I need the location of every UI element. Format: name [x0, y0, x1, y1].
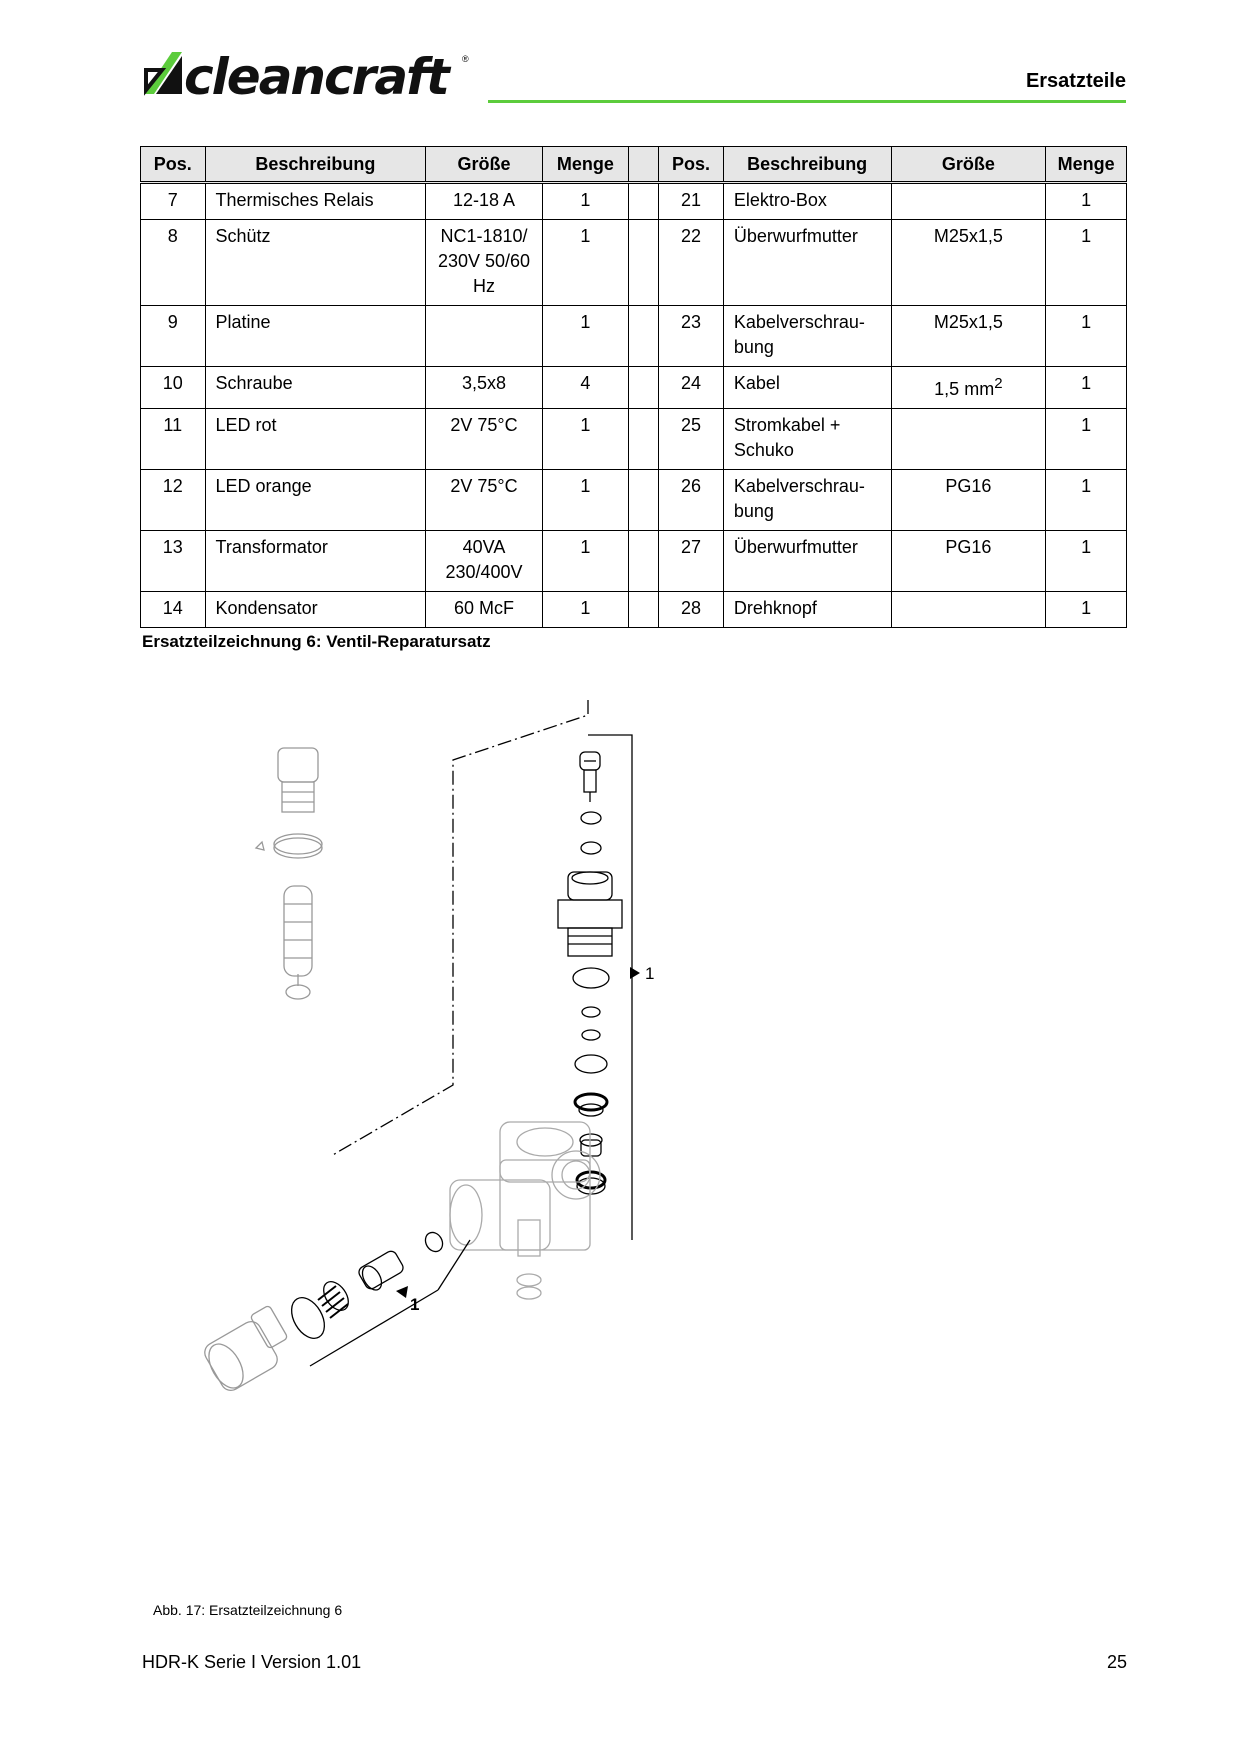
- spring-part: [318, 1277, 353, 1318]
- col-header-pos: Pos.: [141, 147, 206, 183]
- table-row: [141, 220, 1127, 306]
- col-header-description: Beschreibung: [723, 147, 891, 183]
- cell-size: M25x1,5: [891, 306, 1046, 367]
- col-header-size: Größe: [426, 147, 542, 183]
- size-value: 1,5 mm: [934, 379, 995, 399]
- cell-quantity: 1: [1046, 306, 1127, 367]
- cell-size: [426, 306, 542, 367]
- o-ring-small: [582, 1030, 600, 1040]
- figure-caption: Abb. 17: Ersatzteilzeichnung 6: [153, 1602, 343, 1618]
- cell-pos: 7: [141, 183, 206, 220]
- cell-pos: 13: [141, 531, 206, 592]
- cap-nut-assembly: [256, 748, 322, 999]
- column-gap: [629, 306, 659, 367]
- o-ring-large: [285, 1292, 331, 1344]
- cell-description: Thermisches Relais: [205, 183, 426, 220]
- cell-description: Überwurfmutter: [723, 531, 891, 592]
- col-header-quantity: Menge: [1046, 147, 1127, 183]
- logo-mark-icon: [142, 50, 184, 96]
- cell-size: 2V 75°C: [426, 470, 542, 531]
- cell-size: [891, 592, 1046, 628]
- cell-description: Kabel: [723, 367, 891, 409]
- valve-body-housing: [450, 1122, 600, 1299]
- cell-pos: 11: [141, 409, 206, 470]
- column-gap: [629, 592, 659, 628]
- o-ring-small: [581, 812, 601, 824]
- cell-quantity: 1: [1046, 183, 1127, 220]
- table-row: [141, 592, 1127, 628]
- cell-pos: 26: [659, 470, 724, 531]
- callout-arrow-icon: [630, 967, 640, 979]
- column-gap: [629, 220, 659, 306]
- cell-pos: 24: [659, 367, 724, 409]
- valve-insert-part: [575, 1094, 607, 1116]
- callout-label-lower: 1: [410, 1295, 420, 1314]
- cell-pos: 12: [141, 470, 206, 531]
- cell-quantity: 1: [1046, 409, 1127, 470]
- cell-description: Transformator: [205, 531, 426, 592]
- cell-size: PG16: [891, 531, 1046, 592]
- cell-size: M25x1,5: [891, 220, 1046, 306]
- cell-quantity: 1: [1046, 220, 1127, 306]
- cell-quantity: 1: [542, 531, 628, 592]
- table-row: [141, 531, 1127, 592]
- table-row: [141, 183, 1127, 220]
- cell-description: Überwurfmutter: [723, 220, 891, 306]
- cell-quantity: 1: [542, 592, 628, 628]
- cell-description: Elektro-Box: [723, 183, 891, 220]
- brand-logo: [142, 50, 492, 108]
- table-header-row: [141, 147, 1127, 183]
- cell-pos: 28: [659, 592, 724, 628]
- cell-size: 3,5x8: [426, 367, 542, 409]
- cell-pos: 27: [659, 531, 724, 592]
- cell-size: 60 McF: [426, 592, 542, 628]
- cell-quantity: 1: [542, 220, 628, 306]
- cell-quantity: 1: [1046, 470, 1127, 531]
- cell-pos: 23: [659, 306, 724, 367]
- table-row: [141, 306, 1127, 367]
- column-gap: [629, 470, 659, 531]
- cell-description: LED rot: [205, 409, 426, 470]
- table-row: [141, 367, 1127, 409]
- callout-label-upper: 1: [645, 964, 655, 983]
- assembly-dashdot-line: [331, 700, 588, 1156]
- logo-text: cleancraft: [184, 48, 448, 106]
- col-header-size: Größe: [891, 147, 1046, 183]
- cell-description: Stromkabel + Schuko: [723, 409, 891, 470]
- valve-seat-housing-part: [558, 872, 622, 956]
- cell-description: Schraube: [205, 367, 426, 409]
- cell-description: Kabelverschrau- bung: [723, 306, 891, 367]
- cell-size: [891, 183, 1046, 220]
- cell-description: Schütz: [205, 220, 426, 306]
- cell-size: 12-18 A: [426, 183, 542, 220]
- cell-pos: 10: [141, 367, 206, 409]
- cell-pos: 25: [659, 409, 724, 470]
- cell-description: LED orange: [205, 470, 426, 531]
- seal-ring-part: [577, 1172, 605, 1194]
- cell-quantity: 4: [542, 367, 628, 409]
- cell-size: 40VA 230/400V: [426, 531, 542, 592]
- cell-quantity: 1: [542, 183, 628, 220]
- o-ring-large: [573, 968, 609, 988]
- cell-quantity: 1: [1046, 367, 1127, 409]
- logo-registered-mark: ®: [462, 54, 469, 64]
- column-gap: [629, 183, 659, 220]
- valve-piston-part: [357, 1249, 405, 1293]
- valve-repair-kit-drawing: [200, 690, 740, 1550]
- col-header-quantity: Menge: [542, 147, 628, 183]
- valve-screw-part: [580, 752, 600, 802]
- cell-size: NC1-1810/ 230V 50/60 Hz: [426, 220, 542, 306]
- footer-document-title: HDR-K Serie I Version 1.01: [142, 1652, 362, 1672]
- column-gap: [629, 531, 659, 592]
- cell-pos: 9: [141, 306, 206, 367]
- cell-size: [891, 409, 1046, 470]
- parts-table: [140, 146, 1127, 628]
- connector-nut-part: [201, 1305, 288, 1394]
- o-ring-small: [582, 1007, 600, 1017]
- table-row: [141, 470, 1127, 531]
- cell-description: Kabelverschrau- bung: [723, 470, 891, 531]
- cell-size: 2V 75°C: [426, 409, 542, 470]
- header-divider: [488, 100, 1126, 103]
- cell-pos: 22: [659, 220, 724, 306]
- cell-quantity: 1: [542, 409, 628, 470]
- cell-quantity: 1: [1046, 592, 1127, 628]
- size-superscript: 2: [994, 375, 1003, 392]
- col-header-pos: Pos.: [659, 147, 724, 183]
- cell-pos: 8: [141, 220, 206, 306]
- callout-arrow-icon: [396, 1286, 408, 1298]
- cell-size: [891, 367, 1046, 409]
- cell-description: Kondensator: [205, 592, 426, 628]
- cell-size: PG16: [891, 470, 1046, 531]
- section-title: Ersatzteile: [1025, 70, 1126, 92]
- cell-quantity: 1: [1046, 531, 1127, 592]
- cell-quantity: 1: [542, 306, 628, 367]
- page-number: 25: [1106, 1652, 1127, 1672]
- column-gap: [629, 147, 659, 183]
- column-gap: [629, 367, 659, 409]
- o-ring-medium: [575, 1055, 607, 1073]
- col-header-description: Beschreibung: [205, 147, 426, 183]
- cell-quantity: 1: [542, 470, 628, 531]
- o-ring-small: [581, 842, 601, 854]
- cell-pos: 14: [141, 592, 206, 628]
- table-row: [141, 409, 1127, 470]
- cell-description: Platine: [205, 306, 426, 367]
- drawing-heading: Ersatzteilzeichnung 6: Ventil-Reparatursatz: [142, 632, 491, 651]
- cell-pos: 21: [659, 183, 724, 220]
- cell-description: Drehknopf: [723, 592, 891, 628]
- column-gap: [629, 409, 659, 470]
- washer-small: [422, 1229, 446, 1254]
